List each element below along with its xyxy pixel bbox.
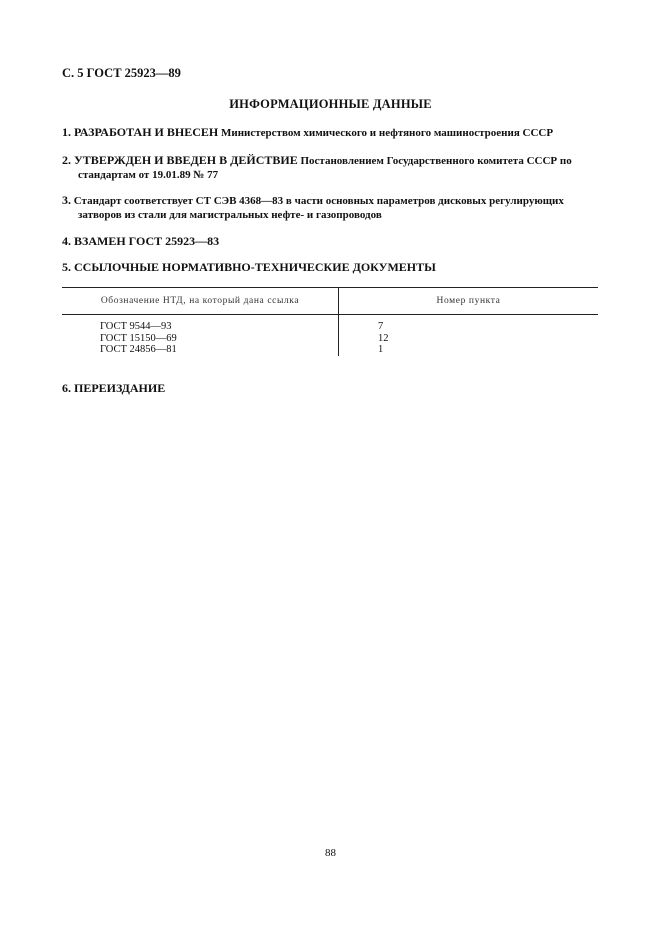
clause-number: 7	[378, 321, 384, 332]
item-text: Стандарт соответствует СТ СЭВ 4368—83 в части основных параметров дисковых регулирующих	[71, 195, 564, 207]
document-name: ГОСТ 15150—69	[100, 332, 177, 344]
table-header-row	[62, 288, 598, 315]
document-cell	[62, 315, 339, 356]
item-lead: 3.	[62, 193, 71, 207]
column-header-clause: Номер пункта	[339, 288, 599, 315]
item-references	[62, 260, 612, 275]
document-name: ГОСТ 24856—81	[100, 344, 177, 355]
references-table	[62, 287, 598, 356]
section-title: ИНФОРМАЦИОННЫЕ ДАННЫЕ	[229, 97, 432, 111]
item-compliance	[62, 193, 612, 222]
item-lead: 2. УТВЕРЖДЕН И ВВЕДЕН В ДЕЙСТВИЕ	[62, 153, 298, 167]
item-developed	[62, 125, 612, 140]
clause-number: 12	[378, 332, 389, 344]
item-replaces	[62, 234, 612, 249]
item-lead: 4. ВЗАМЕН ГОСТ 25923—83	[62, 234, 220, 248]
item-text: Постановлением Государственного комитета СССР по	[297, 155, 572, 167]
document-name: ГОСТ 9544—93	[100, 321, 172, 332]
item-reissue	[62, 381, 612, 396]
page-number: 88	[325, 847, 336, 859]
table-row	[62, 315, 598, 356]
item-text-line2: затворов из стали для магистральных нефте- и газопроводов	[78, 209, 382, 221]
item-lead: 5. ССЫЛОЧНЫЕ НОРМАТИВНО-ТЕХНИЧЕСКИЕ ДОКУМЕНТЫ	[62, 260, 436, 274]
item-lead: 1. РАЗРАБОТАН И ВНЕСЕН	[62, 125, 219, 139]
item-lead: 6. ПЕРЕИЗДАНИЕ	[62, 381, 166, 395]
clause-number: 1	[378, 344, 384, 355]
clause-cell	[339, 315, 599, 356]
page-header: С. 5 ГОСТ 25923—89	[62, 66, 181, 80]
column-header-document: Обозначение НТД, на который дана ссылка	[62, 288, 339, 315]
item-approved	[62, 153, 612, 182]
item-text: Министерством химического и нефтяного машиностроения СССР	[218, 127, 554, 139]
item-text-line2: стандартам от 19.01.89 № 77	[78, 169, 219, 181]
